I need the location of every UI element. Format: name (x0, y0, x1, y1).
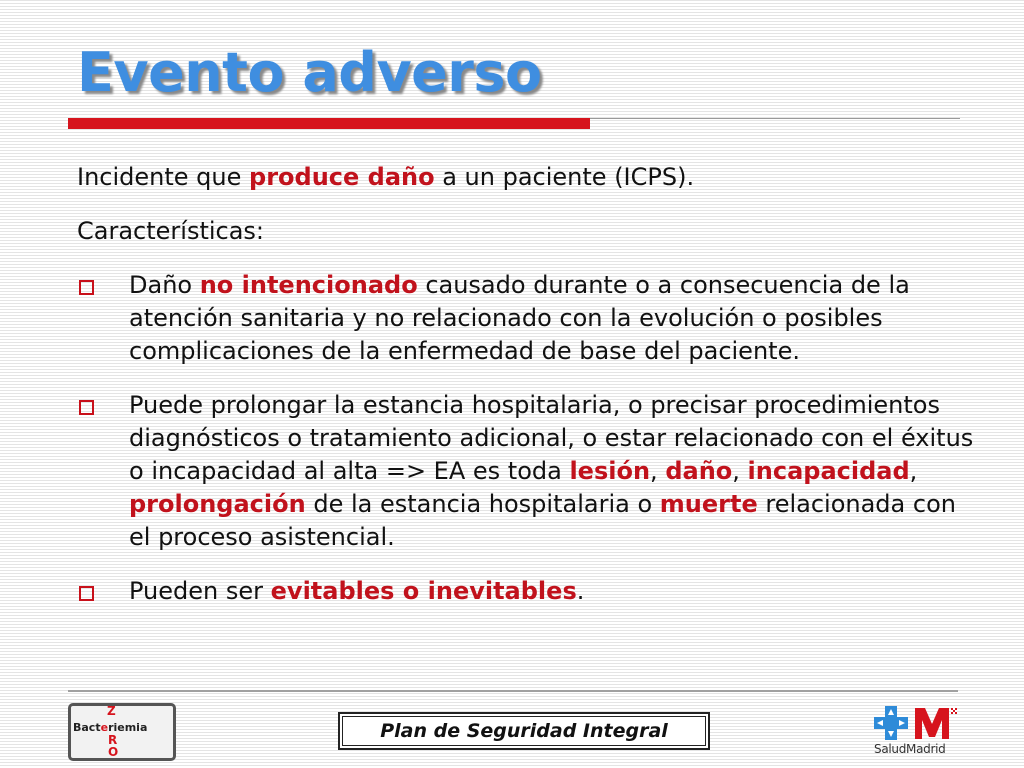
salud-madrid-text: SaludMadrid (874, 742, 946, 756)
intro-highlight: produce daño (249, 163, 435, 191)
characteristics-label: Características: (77, 217, 265, 245)
square-bullet-icon (79, 400, 94, 415)
highlight-prolongacion: prolongación (129, 490, 306, 518)
highlight-evitables: evitables o inevitables (270, 577, 577, 605)
bacteriemia-zero-logo (68, 703, 176, 761)
plan-seguridad-badge (338, 712, 710, 750)
intro-text: Incidente que (77, 163, 250, 191)
highlight-no-intencionado: no intencionado (199, 271, 418, 299)
highlight-lesion: lesión (569, 457, 651, 485)
intro-text-end: a un paciente (ICPS). (434, 163, 695, 191)
title-underline-gray (590, 118, 960, 119)
slide-body (77, 161, 977, 629)
zero-letter-r: R (108, 733, 118, 747)
bullet-item-1: Daño no intencionado causado durante o a consecuencia de la atención sanitaria y no relacionado con la evolución o posibles complicaciones de la enfermedad de base del paciente. (77, 269, 977, 368)
highlight-incapacidad: incapacidad (747, 457, 910, 485)
salud-madrid-emblem-icon (871, 704, 961, 744)
bacteriemia-word: Bacteriemia (73, 721, 148, 734)
square-bullet-icon (79, 586, 94, 601)
plan-seguridad-label: Plan de Seguridad Integral (342, 716, 706, 746)
salud-madrid-logo (871, 704, 961, 760)
slide-title: Evento adverso (77, 41, 542, 104)
zero-letter-z: Z (107, 704, 116, 718)
highlight-dano: daño (665, 457, 733, 485)
footer-divider (68, 690, 958, 692)
bullet-item-3: Pueden ser evitables o inevitables. (77, 575, 977, 608)
highlight-muerte: muerte (659, 490, 758, 518)
bullet-item-2: Puede prolongar la estancia hospitalaria, o precisar procedimientos diagnósticos o tratamiento adicional, o estar relacionado con el éxitus o incapacidad al alta => EA es toda lesión, daño, incapacidad, prolongación de la estancia hospitalaria o muerte relacionada con el proceso asistencial. (77, 389, 977, 554)
intro-paragraph (77, 161, 977, 194)
title-underline-red (68, 118, 590, 129)
zero-letter-o: O (108, 745, 119, 759)
square-bullet-icon (79, 280, 94, 295)
